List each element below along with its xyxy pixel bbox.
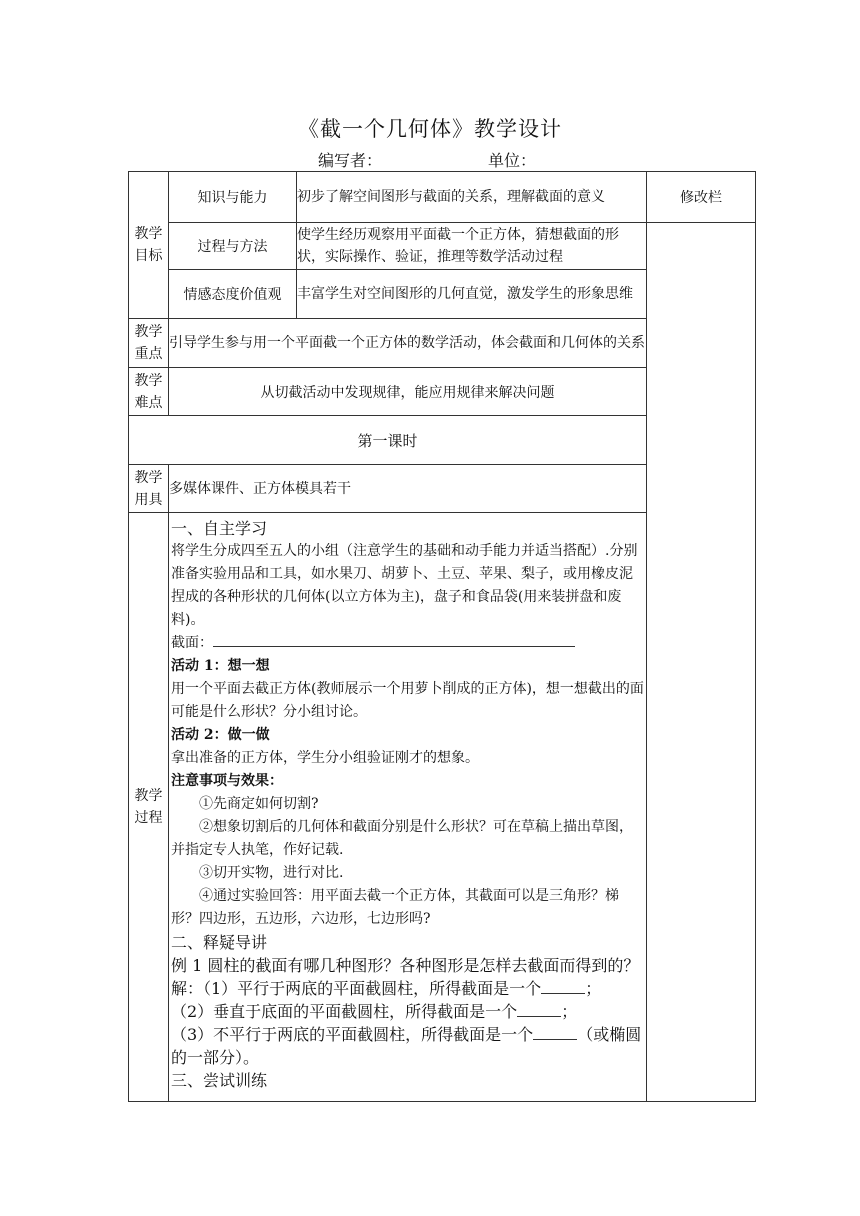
process-label: 教学过程 <box>129 513 169 1102</box>
solution-1: 解：（1）平行于两底的平面截圆柱，所得截面是一个 ； <box>171 979 602 998</box>
key-point-text: 引导学生参与用一个平面截一个正方体的数学活动，体会截面和几何体的关系 <box>169 319 647 368</box>
grouping-paragraph: 将学生分成四至五人的小组（注意学生的基础和动手能力并适当搭配）.分别准备实验用品和工具，如水果刀、胡萝卜、土豆、苹果、梨子，或用橡皮泥捏成的各种形状的几何体(以立方体为主)，盘子和食品袋(用来装拼盘和废料)。 <box>171 543 638 628</box>
activity-2-title: 活动 2：做一做 <box>171 727 270 743</box>
section-heading-2: 二、释疑导讲 <box>171 933 268 952</box>
goal-text-attitude: 丰富学生对空间图形的几何直觉，激发学生的形象思维 <box>297 270 647 319</box>
activity-2-text: 拿出准备的正方体，学生分小组验证刚才的想象。 <box>171 750 479 766</box>
goals-label: 教学目标 <box>129 172 169 319</box>
goal-category-knowledge: 知识与能力 <box>169 172 297 223</box>
note-4: ④通过实验回答：用平面去截一个正方体，其截面可以是三角形？梯形？四边形，五边形，六边形，七边形吗? <box>171 888 619 927</box>
page-title: 《截一个几何体》教学设计 <box>298 117 562 141</box>
solution-2: （2）垂直于底面的平面截圆柱，所得截面是一个 ； <box>171 1002 578 1021</box>
lesson-plan-table <box>128 171 756 1102</box>
difficulty-text: 从切截活动中发现规律，能应用规律来解决问题 <box>169 368 647 416</box>
note-3: ③切开实物，进行对比. <box>199 865 344 881</box>
solution-2-blank <box>517 1002 561 1017</box>
unit-label: 单位： <box>488 151 537 170</box>
solution-3-blank <box>533 1025 577 1040</box>
goal-text-knowledge: 初步了解空间图形与截面的关系，理解截面的意义 <box>297 172 647 223</box>
tools-text: 多媒体课件、正方体模具若干 <box>169 465 647 513</box>
goal-category-process: 过程与方法 <box>169 223 297 270</box>
section-heading-1: 一、自主学习 <box>171 519 268 538</box>
goal-category-attitude: 情感态度价值观 <box>169 270 297 319</box>
author-label: 编写者： <box>318 151 383 170</box>
activity-1-text: 用一个平面去截正方体(教师展示一个用萝卜削成的正方体)，想一想截出的面可能是什么形状？分小组讨论。 <box>171 681 644 720</box>
cross-section-label: 截面： <box>171 635 213 651</box>
notes-title: 注意事项与效果： <box>171 773 283 789</box>
goal-text-process: 使学生经历观察用平面截一个正方体，猜想截面的形状，实际操作、验证，推理等数学活动过程 <box>297 223 647 270</box>
example-1: 例 1 圆柱的截面有哪几种图形？各种图形是怎样去截面而得到的？ <box>171 956 640 975</box>
key-point-label: 教学重点 <box>129 319 169 368</box>
tools-label: 教学用具 <box>129 465 169 513</box>
difficulty-label: 教学难点 <box>129 368 169 416</box>
section-heading-3: 三、尝试训练 <box>171 1071 268 1090</box>
cross-section-line <box>171 632 644 655</box>
note-2: ②想象切割后的几何体和截面分别是什么形状？可在草稿上描出草图，并指定专人执笔，作好记载. <box>171 819 633 858</box>
activity-1-title: 活动 1：想一想 <box>171 658 270 674</box>
author-line <box>318 148 536 171</box>
fill-blank-line <box>213 632 575 647</box>
solution-1-blank <box>541 979 585 994</box>
revision-header: 修改栏 <box>647 172 756 223</box>
note-1: ①先商定如何切割? <box>199 796 319 812</box>
revision-column <box>647 223 756 1102</box>
solution-3: （3）不平行于两底的平面截圆柱，所得截面是一个 （或椭圆的一部分）。 <box>171 1025 642 1067</box>
process-content <box>169 513 647 1102</box>
lesson-title: 第一课时 <box>129 416 647 465</box>
